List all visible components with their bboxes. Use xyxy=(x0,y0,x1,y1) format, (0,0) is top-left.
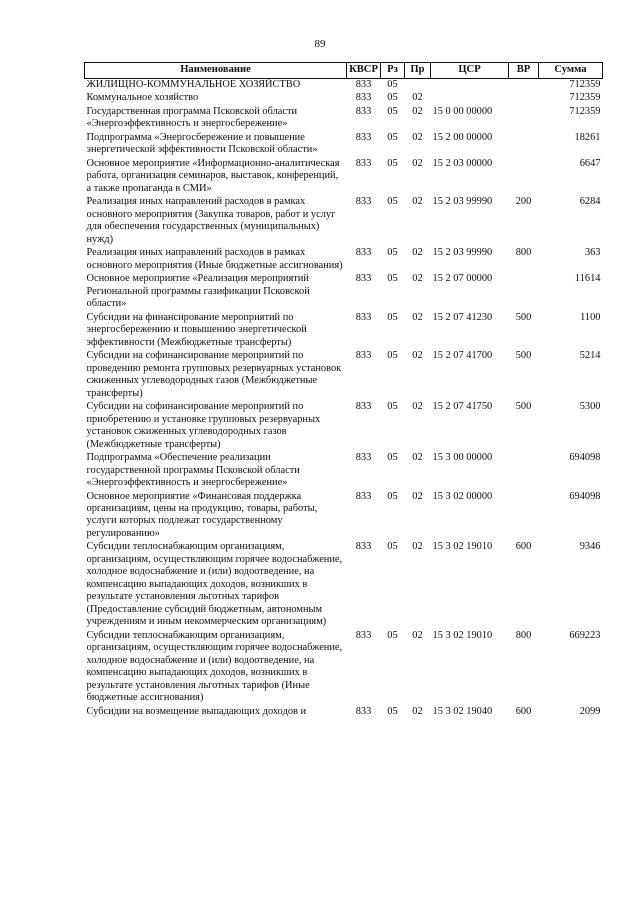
table-row xyxy=(85,630,603,706)
table-row xyxy=(85,350,603,401)
cell-kvsr: 833 xyxy=(355,401,372,413)
cell-rz: 05 xyxy=(387,452,398,464)
cell-csr: 15 2 03 99990 xyxy=(432,247,493,259)
cell-pr: 02 xyxy=(412,247,423,259)
cell-name: Субсидии теплоснабжающим организациям, организациям, осуществляющим горячее водоснабжение, холодное водоснабжение и (или) водоотведение, на компенсацию выпадающих доходов, возникших в результате установления льготных тарифов (Предоставление субсидий бюджетным, автономным учреждениям и иным некоммерческим организациям) xyxy=(86,541,343,628)
cell-kvsr: 833 xyxy=(355,629,372,641)
cell-pr: 02 xyxy=(412,541,423,553)
table-row xyxy=(85,79,603,93)
cell-csr: 15 2 00 00000 xyxy=(432,131,493,143)
cell-kvsr: 833 xyxy=(355,79,372,90)
cell-csr: 15 2 07 41230 xyxy=(432,311,493,323)
cell-rz: 05 xyxy=(387,131,398,143)
cell-pr xyxy=(405,79,431,93)
table-row xyxy=(85,491,603,542)
cell-vr xyxy=(509,106,539,132)
cell-rz: 05 xyxy=(387,105,398,117)
cell-name: Субсидии на софинансирование мероприятий по приобретению и установке групповых резервуарных установок сжиженных углеводородных газов (Межбюджетные трансферты) xyxy=(86,401,321,450)
header-rz: Рз xyxy=(381,63,405,79)
cell-csr xyxy=(431,79,509,93)
header-kvsr: КВСР xyxy=(347,63,381,79)
table-row xyxy=(85,706,603,719)
cell-csr: 15 3 00 00000 xyxy=(432,452,493,464)
cell-name: Реализация иных направлений расходов в рамках основного мероприятия (Иные бюджетные ассигнования) xyxy=(86,247,343,271)
cell-vr xyxy=(509,273,539,311)
cell-csr: 15 0 00 00000 xyxy=(432,105,493,117)
cell-kvsr: 833 xyxy=(355,131,372,143)
cell-name: Основное мероприятие «Финансовая поддержка организациям, цены на продукцию, товары, работы, услуги которых подлежат государственному регулированию» xyxy=(86,490,318,539)
cell-name: ЖИЛИЩНО-КОММУНАЛЬНОЕ ХОЗЯЙСТВО xyxy=(86,79,301,90)
table-row xyxy=(85,273,603,311)
cell-sum: 712359 xyxy=(569,79,601,90)
cell-pr: 02 xyxy=(412,105,423,117)
cell-csr: 15 2 07 41750 xyxy=(432,401,493,413)
header-pr: Пр xyxy=(405,63,431,79)
cell-kvsr: 833 xyxy=(355,311,372,323)
cell-rz: 05 xyxy=(387,705,398,717)
table-row xyxy=(85,312,603,350)
cell-sum: 11614 xyxy=(574,273,601,285)
table-row xyxy=(85,401,603,452)
cell-kvsr: 833 xyxy=(355,105,372,117)
cell-vr xyxy=(509,158,539,196)
table-row xyxy=(85,247,603,273)
budget-table xyxy=(84,62,603,719)
cell-rz: 05 xyxy=(387,79,398,90)
table-row xyxy=(85,158,603,196)
cell-sum: 712359 xyxy=(569,105,601,117)
cell-name: Государственная программа Псковской области «Энергоэффективность и энергосбережение» xyxy=(86,105,298,130)
cell-rz: 05 xyxy=(387,157,398,169)
header-csr: ЦСР xyxy=(431,63,509,79)
cell-vr: 500 xyxy=(515,311,532,323)
header-vr: ВР xyxy=(509,63,539,79)
cell-vr xyxy=(509,452,539,490)
cell-pr: 02 xyxy=(412,131,423,143)
cell-csr: 15 3 02 19010 xyxy=(432,629,493,641)
table-row xyxy=(85,452,603,490)
cell-sum: 18261 xyxy=(574,131,601,143)
cell-rz: 05 xyxy=(387,92,398,104)
cell-kvsr: 833 xyxy=(355,273,372,285)
cell-kvsr: 833 xyxy=(355,541,372,553)
cell-pr: 02 xyxy=(412,350,423,362)
cell-rz: 05 xyxy=(387,350,398,362)
cell-name: Основное мероприятие «Информационно-аналитическая работа, организация семинаров, выставок, конференций, а также пропаганда в СМИ» xyxy=(86,157,340,194)
cell-pr: 02 xyxy=(412,705,423,717)
table-body xyxy=(85,79,603,720)
cell-sum: 2099 xyxy=(579,705,601,717)
cell-vr: 500 xyxy=(515,350,532,362)
cell-csr: 15 3 02 19010 xyxy=(432,541,493,553)
cell-kvsr: 833 xyxy=(355,452,372,464)
cell-pr: 02 xyxy=(412,157,423,169)
cell-name: Коммунальное хозяйство xyxy=(86,92,199,104)
cell-name: Реализация иных направлений расходов в рамках основного мероприятия (Закупка товаров, работ и услуг для обеспечения государственных (муниципальных) нужд) xyxy=(86,196,336,245)
cell-sum: 363 xyxy=(584,247,601,259)
cell-name: Подпрограмма «Обеспечение реализации государственной программы Псковской области «Энергоэффективность и энергосбережение» xyxy=(86,452,300,489)
cell-vr: 800 xyxy=(515,629,532,641)
cell-pr: 02 xyxy=(412,273,423,285)
header-name: Наименование xyxy=(85,63,347,79)
cell-rz: 05 xyxy=(387,247,398,259)
cell-sum: 6284 xyxy=(579,196,601,208)
cell-csr: 15 3 02 00000 xyxy=(432,490,493,502)
table-header-row xyxy=(85,63,603,79)
table-row xyxy=(85,541,603,629)
cell-name: Субсидии теплоснабжающим организациям, организациям, осуществляющим горячее водоснабжение, холодное водоснабжение и (или) водоотведение, на компенсацию выпадающих доходов, возникших в результате установления льготных тарифов (Иные бюджетные ассигнования) xyxy=(86,629,343,704)
cell-vr xyxy=(509,491,539,542)
cell-rz: 05 xyxy=(387,311,398,323)
cell-vr: 500 xyxy=(515,401,532,413)
cell-name: Субсидии на возмещение выпадающих доходов и xyxy=(86,705,307,717)
cell-vr xyxy=(509,79,539,93)
table-row xyxy=(85,196,603,247)
cell-pr: 02 xyxy=(412,311,423,323)
cell-pr: 02 xyxy=(412,452,423,464)
cell-pr: 02 xyxy=(412,629,423,641)
cell-pr: 02 xyxy=(412,401,423,413)
cell-rz: 05 xyxy=(387,629,398,641)
cell-sum: 9346 xyxy=(579,541,601,553)
cell-rz: 05 xyxy=(387,401,398,413)
cell-kvsr: 833 xyxy=(355,196,372,208)
table-row xyxy=(85,106,603,132)
cell-name: Подпрограмма «Энергосбережение и повышение энергетической эффективности Псковской области» xyxy=(86,131,318,156)
cell-csr: 15 2 07 00000 xyxy=(432,273,493,285)
cell-sum: 694098 xyxy=(569,490,601,502)
cell-csr: 15 2 07 41700 xyxy=(432,350,493,362)
cell-pr: 02 xyxy=(412,490,423,502)
cell-kvsr: 833 xyxy=(355,705,372,717)
cell-sum: 669223 xyxy=(569,629,601,641)
cell-kvsr: 833 xyxy=(355,490,372,502)
cell-sum: 5300 xyxy=(579,401,601,413)
cell-csr: 15 2 03 99990 xyxy=(432,196,493,208)
cell-kvsr: 833 xyxy=(355,92,372,104)
cell-name: Субсидии на софинансирование мероприятий по проведению ремонта групповых резервуарных установок сжиженных углеводородных газов (Межбюджетные трансферты) xyxy=(86,350,342,399)
cell-rz: 05 xyxy=(387,273,398,285)
cell-rz: 05 xyxy=(387,541,398,553)
cell-sum: 5214 xyxy=(579,350,601,362)
cell-sum: 6647 xyxy=(579,157,601,169)
cell-name: Основное мероприятие «Реализация мероприятий Региональной программы газификации Псковской области» xyxy=(86,273,310,310)
cell-csr xyxy=(431,92,509,105)
cell-sum: 694098 xyxy=(569,452,601,464)
cell-csr: 15 2 03 00000 xyxy=(432,157,493,169)
cell-kvsr: 833 xyxy=(355,350,372,362)
cell-kvsr: 833 xyxy=(355,247,372,259)
page-number: 89 xyxy=(314,38,326,50)
cell-pr: 02 xyxy=(412,196,423,208)
table-row xyxy=(85,132,603,158)
cell-kvsr: 833 xyxy=(355,157,372,169)
cell-rz: 05 xyxy=(387,490,398,502)
cell-vr xyxy=(509,132,539,158)
header-sum: Сумма xyxy=(539,63,603,79)
cell-vr xyxy=(509,92,539,105)
cell-rz: 05 xyxy=(387,196,398,208)
cell-vr: 200 xyxy=(515,196,532,208)
cell-vr: 600 xyxy=(515,541,532,553)
cell-vr: 600 xyxy=(515,705,532,717)
cell-name: Субсидии на финансирование мероприятий по энергосбережению и повышению энергетической эффективности (Межбюджетные трансферты) xyxy=(86,311,307,348)
cell-vr: 800 xyxy=(515,247,532,259)
cell-pr: 02 xyxy=(412,92,423,104)
cell-sum: 712359 xyxy=(569,92,601,104)
cell-sum: 1100 xyxy=(580,311,601,323)
cell-csr: 15 3 02 19040 xyxy=(432,705,493,717)
table-row xyxy=(85,92,603,105)
